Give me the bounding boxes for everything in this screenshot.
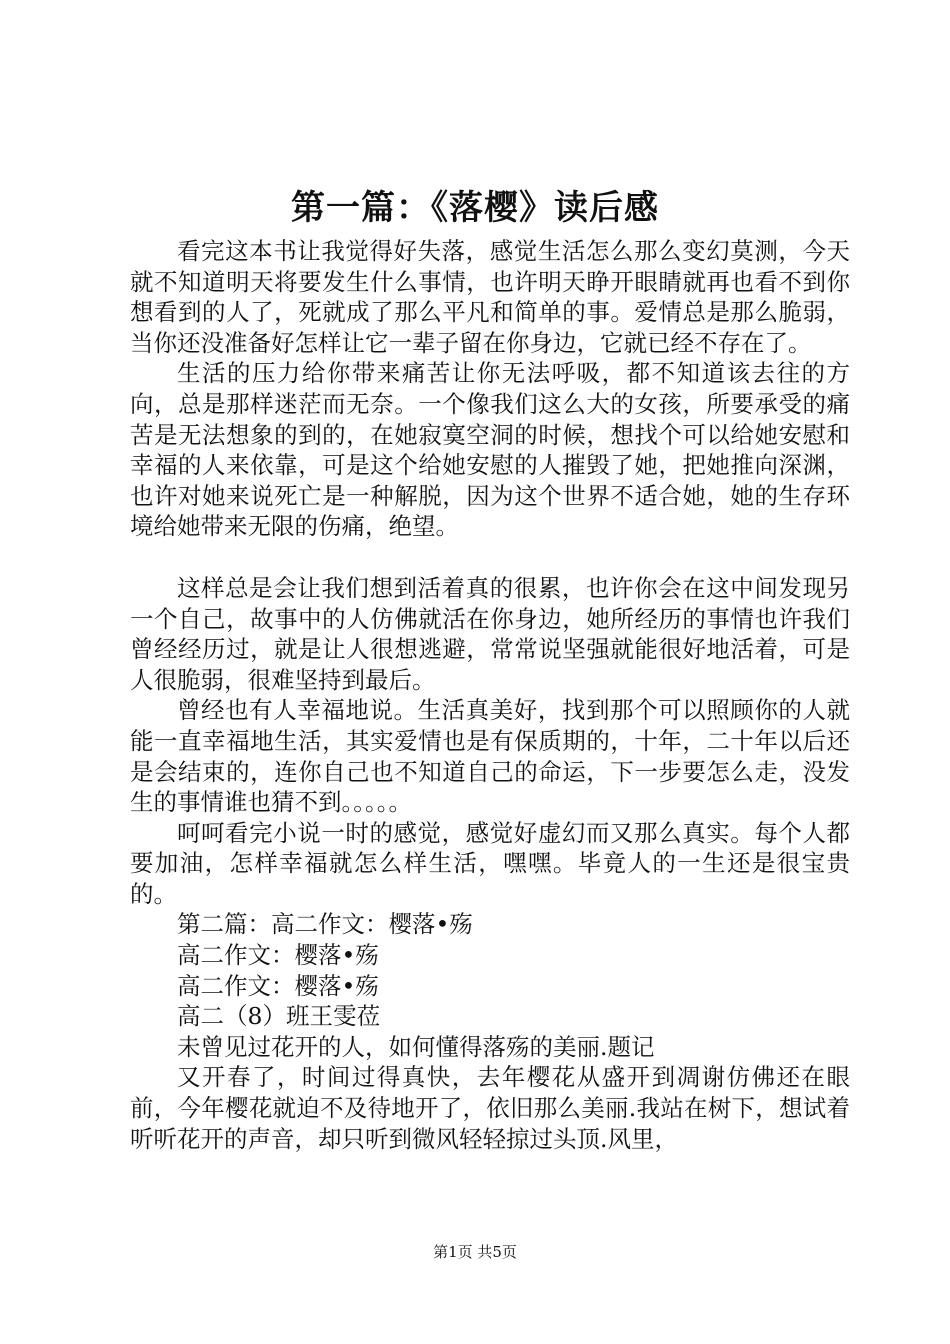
page-number-footer: 第1页 共5页 — [433, 1243, 517, 1261]
section-heading: 第二篇：高二作文：樱落•殇 — [177, 910, 473, 939]
essay-title: 高二作文：樱落•殇 — [177, 971, 379, 1000]
essay-title: 高二作文：樱落•殇 — [177, 941, 379, 970]
body-text — [130, 236, 850, 1154]
paragraph: 曾经也有人幸福地说。生活真美好，找到那个可以照顾你的人就能一直幸福地生活，其实爱情也是有保质期的，十年，二十年以后还是会结束的，连你自己也不知道自己的命运，下一步要怎么走，没发生的事情谁也猜不到。。。。。 — [130, 696, 850, 817]
page-title: 第一篇：《落樱》读后感 — [291, 188, 659, 228]
paragraph: 又开春了，时间过得真快，去年樱花从盛开到凋谢仿佛还在眼前，今年樱花就迫不及待地开了，依旧那么美丽.我站在树下，想试着听听花开的声音，却只听到微风轻轻掠过头顶.风里， — [130, 1063, 850, 1153]
author-line: 高二（8）班王雯莅 — [177, 1002, 380, 1031]
paragraph: 生活的压力给你带来痛苦让你无法呼吸，都不知道该去往的方向，总是那样迷茫而无奈。一个像我们这么大的女孩，所要承受的痛苦是无法想象的到的，在她寂寞空洞的时候，想找个可以给她安慰和幸福的人来依靠，可是这个给她安慰的人摧毁了她，把她推向深渊，也许对她来说死亡是一种解脱，因为这个世界不适合她，她的生存环境给她带来无限的伤痛，绝望。 — [130, 359, 850, 541]
epigraph: 未曾见过花开的人，如何懂得落殇的美丽.题记 — [177, 1032, 655, 1061]
paragraph: 呵呵看完小说一时的感觉，感觉好虚幻而又那么真实。每个人都要加油，怎样幸福就怎么样生活，嘿嘿。毕竟人的一生还是很宝贵的。 — [130, 818, 850, 908]
paragraph: 看完这本书让我觉得好失落，感觉生活怎么那么变幻莫测，今天就不知道明天将要发生什么事情，也许明天睁开眼睛就再也看不到你想看到的人了，死就成了那么平凡和简单的事。爱情总是那么脆弱，当你还没准备好怎样让它一辈子留在你身边，它就已经不存在了。 — [130, 237, 850, 357]
paragraph: 这样总是会让我们想到活着真的很累，也许你会在这中间发现另一个自己，故事中的人仿佛就活在你身边，她所经历的事情也许我们曾经经历过，就是让人很想逃避，常常说坚强就能很好地活着，可是人很脆弱，很难坚持到最后。 — [130, 573, 850, 694]
paragraph-gap — [130, 542, 850, 573]
